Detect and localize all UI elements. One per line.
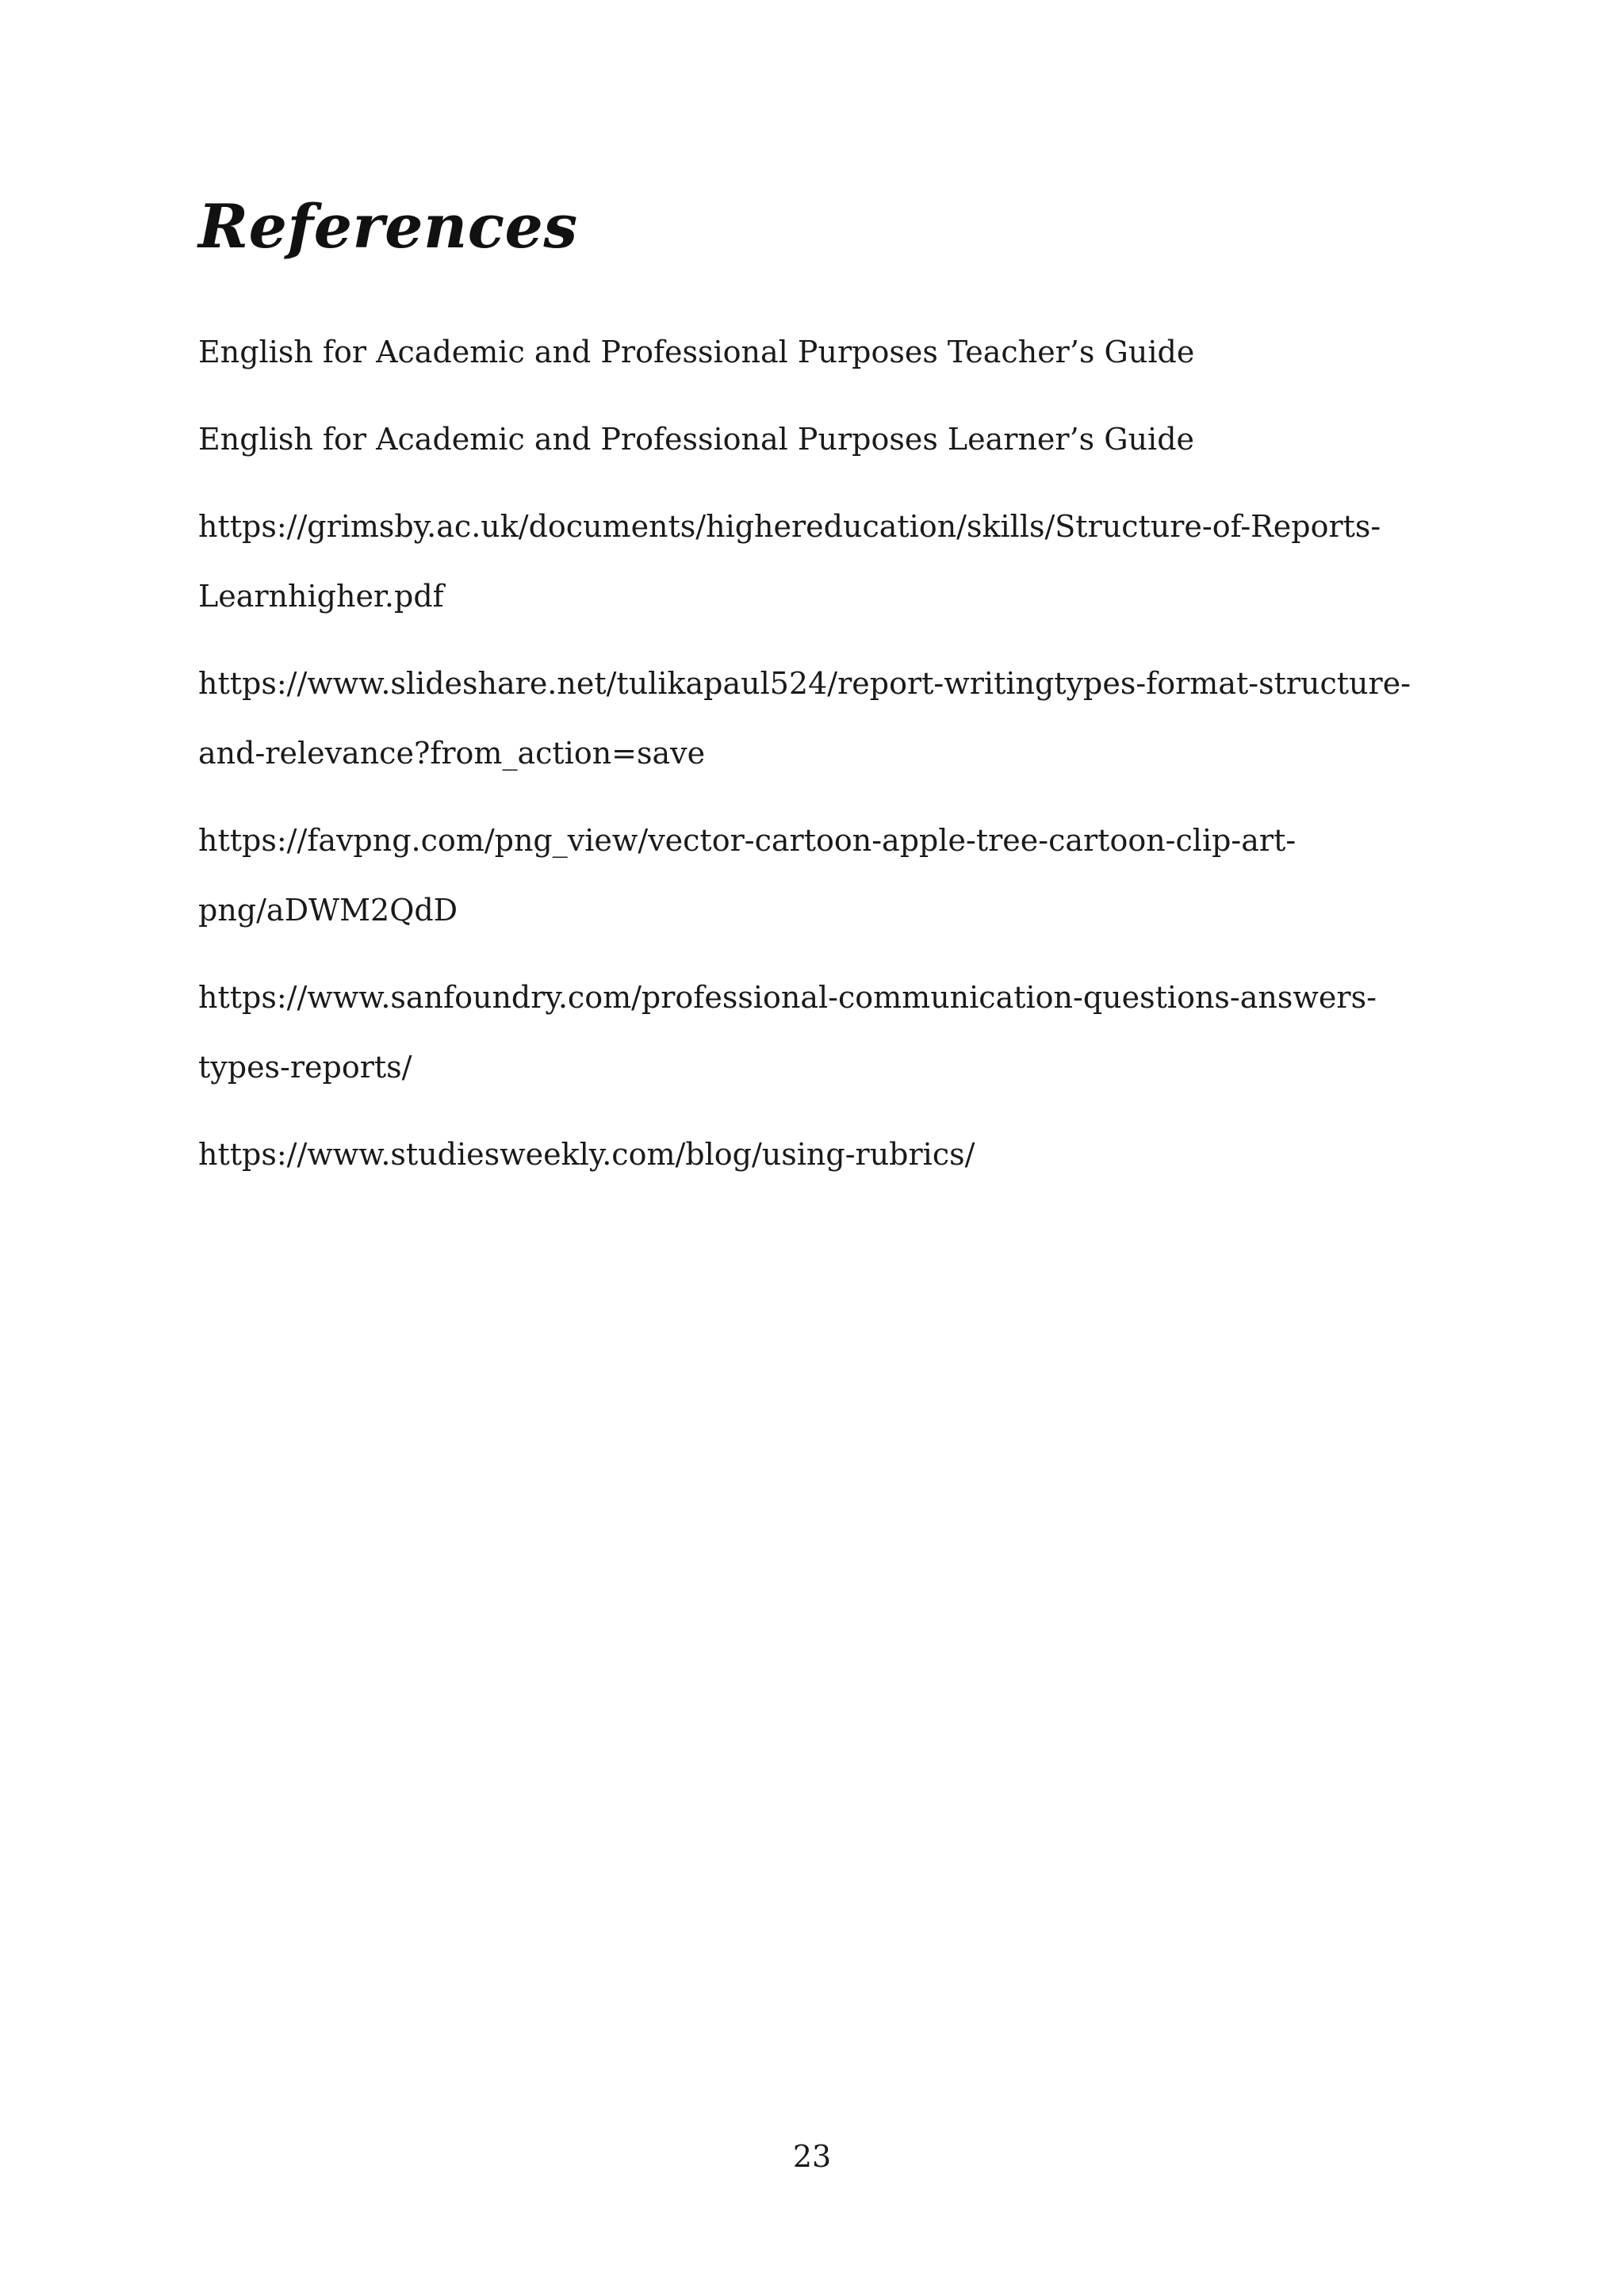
reference-text: English for Academic and Professional Purposes Learner’s Guide bbox=[198, 422, 1195, 457]
reference-item bbox=[198, 806, 1435, 945]
reference-url-line-1: https://www.studiesweekly.com/blog/using-rubrics/ bbox=[198, 1137, 975, 1172]
reference-url-line-2: and-relevance?from_action=save bbox=[198, 736, 706, 771]
reference-url-line-1: https://favpng.com/png_view/vector-cartoon-apple-tree-cartoon-clip-art- bbox=[198, 823, 1297, 858]
reference-url-line-2: types-reports/ bbox=[198, 1050, 412, 1085]
reference-url-line-1: https://grimsby.ac.uk/documents/highereducation/skills/Structure-of-Reports- bbox=[198, 509, 1381, 544]
reference-item bbox=[198, 1119, 1435, 1189]
reference-url-line-2: png/aDWM2QdD bbox=[198, 893, 458, 928]
reference-item bbox=[198, 962, 1435, 1102]
reference-url-line-1: https://www.sanfoundry.com/professional-communication-questions-answers- bbox=[198, 980, 1377, 1015]
page-title: References bbox=[198, 191, 578, 262]
reference-item bbox=[198, 492, 1435, 631]
reference-item bbox=[198, 649, 1435, 788]
reference-url-line-2: Learnhigher.pdf bbox=[198, 579, 444, 614]
reference-text: English for Academic and Professional Purposes Teacher’s Guide bbox=[198, 335, 1195, 369]
reference-list bbox=[198, 317, 1435, 1207]
reference-item bbox=[198, 404, 1435, 474]
reference-url-line-1: https://www.slideshare.net/tulikapaul524/report-writingtypes-format-structure- bbox=[198, 666, 1411, 701]
reference-item bbox=[198, 317, 1435, 387]
page-number: 23 bbox=[792, 2139, 832, 2174]
